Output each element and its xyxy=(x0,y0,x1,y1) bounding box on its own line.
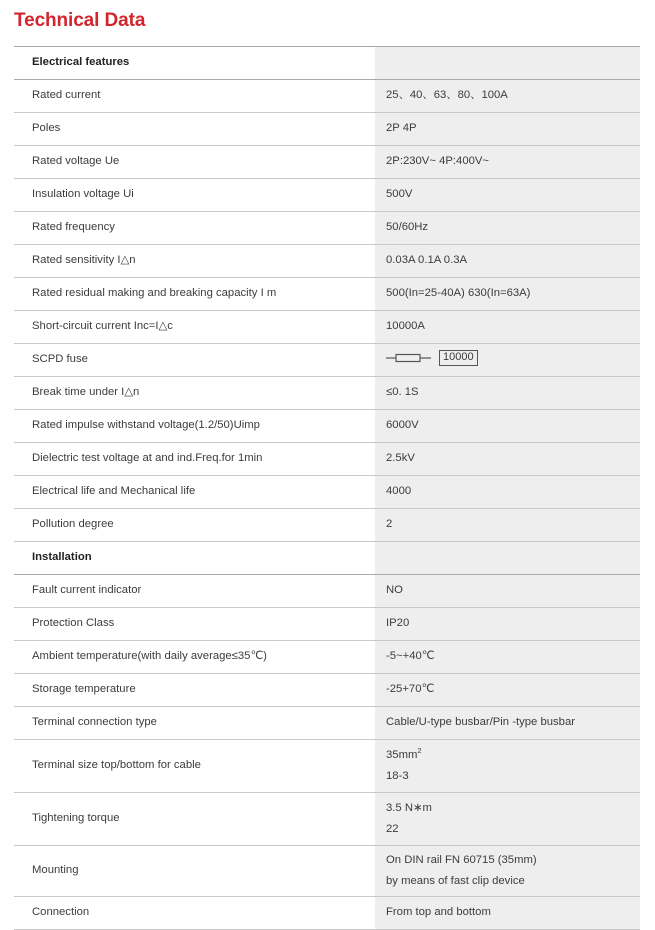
table-row xyxy=(14,509,640,542)
row-label: Pollution degree xyxy=(14,509,375,542)
row-label: Mounting xyxy=(14,846,375,897)
table-row-section xyxy=(14,47,640,80)
table-row xyxy=(14,113,640,146)
row-value: From top and bottom xyxy=(375,897,640,930)
row-label: Protection Class xyxy=(14,608,375,641)
row-value-line-1 xyxy=(386,748,634,763)
row-value: ≤0. 1S xyxy=(375,377,640,410)
row-value: 2P:230V~ 4P:400V~ xyxy=(375,146,640,179)
row-value: 25、40、63、80、100A xyxy=(375,80,640,113)
row-label: Ambient temperature(with daily average≤35℃) xyxy=(14,641,375,674)
row-value: 2P 4P xyxy=(375,113,640,146)
row-value xyxy=(375,542,640,575)
row-label: Installation xyxy=(14,542,375,575)
terminal-size-exponent: 2 xyxy=(417,746,422,756)
table-row xyxy=(14,476,640,509)
row-value: Cable/U-type busbar/Pin -type busbar xyxy=(375,707,640,740)
table-row-section xyxy=(14,542,640,575)
row-value xyxy=(375,846,640,897)
terminal-size-area: 35mm xyxy=(386,749,418,762)
table-row xyxy=(14,608,640,641)
row-label: Terminal connection type xyxy=(14,707,375,740)
fuse-rating-value: 10000 xyxy=(439,350,478,366)
row-value xyxy=(375,47,640,80)
row-value: 50/60Hz xyxy=(375,212,640,245)
table-row xyxy=(14,245,640,278)
table-row-scpd-fuse xyxy=(14,344,640,377)
row-label: Electrical life and Mechanical life xyxy=(14,476,375,509)
row-label: SCPD fuse xyxy=(14,344,375,377)
row-value-line-2: by means of fast clip device xyxy=(386,874,525,887)
row-label: Fault current indicator xyxy=(14,575,375,608)
row-label: Rated frequency xyxy=(14,212,375,245)
row-value-line-2: 22 xyxy=(386,822,399,835)
row-label: Rated current xyxy=(14,80,375,113)
table-row xyxy=(14,377,640,410)
table-row xyxy=(14,410,640,443)
row-value: 2.5kV xyxy=(375,443,640,476)
row-value xyxy=(375,344,640,377)
row-label: Break time under I△n xyxy=(14,377,375,410)
row-label: Connection xyxy=(14,897,375,930)
row-value: -25+70℃ xyxy=(375,674,640,707)
row-label: Rated impulse withstand voltage(1.2/50)Uimp xyxy=(14,410,375,443)
row-value: 4000 xyxy=(375,476,640,509)
row-label: Dielectric test voltage at and ind.Freq.for 1min xyxy=(14,443,375,476)
fuse-symbol-icon xyxy=(386,352,432,364)
row-label: Storage temperature xyxy=(14,674,375,707)
row-label: Poles xyxy=(14,113,375,146)
row-value-line-1: On DIN rail FN 60715 (35mm) xyxy=(386,854,537,867)
page-title: Technical Data xyxy=(14,10,146,31)
row-value: 10000A xyxy=(375,311,640,344)
row-value: IP20 xyxy=(375,608,640,641)
row-value xyxy=(375,740,640,793)
row-label: Short-circuit current Inc=I△c xyxy=(14,311,375,344)
row-label: Electrical features xyxy=(14,47,375,80)
table-row xyxy=(14,846,640,897)
row-label: Rated residual making and breaking capacity I m xyxy=(14,278,375,311)
row-label: Insulation voltage Ui xyxy=(14,179,375,212)
table-row xyxy=(14,443,640,476)
row-value: 500V xyxy=(375,179,640,212)
table-row xyxy=(14,212,640,245)
table-row xyxy=(14,146,640,179)
row-value: 6000V xyxy=(375,410,640,443)
row-label: Terminal size top/bottom for cable xyxy=(14,740,375,793)
table-row xyxy=(14,740,640,793)
row-value: NO xyxy=(375,575,640,608)
table-row xyxy=(14,897,640,930)
row-label: Rated voltage Ue xyxy=(14,146,375,179)
table-row xyxy=(14,793,640,846)
row-value-line-2: 18-3 xyxy=(386,769,409,782)
row-value-line-1: 3.5 N∗m xyxy=(386,802,432,815)
table-row xyxy=(14,311,640,344)
row-value: 2 xyxy=(375,509,640,542)
row-value: -5~+40℃ xyxy=(375,641,640,674)
table-row xyxy=(14,575,640,608)
row-value: 0.03A 0.1A 0.3A xyxy=(375,245,640,278)
table-body xyxy=(14,47,640,930)
row-value xyxy=(375,793,640,846)
row-value: 500(In=25-40A) 630(In=63A) xyxy=(375,278,640,311)
table-row xyxy=(14,641,640,674)
table-row xyxy=(14,179,640,212)
table-row xyxy=(14,278,640,311)
table-row xyxy=(14,707,640,740)
technical-data-table xyxy=(14,46,640,930)
table-row xyxy=(14,674,640,707)
table-row xyxy=(14,80,640,113)
row-label: Rated sensitivity I△n xyxy=(14,245,375,278)
row-label: Tightening torque xyxy=(14,793,375,846)
fuse-symbol-group xyxy=(386,350,478,366)
